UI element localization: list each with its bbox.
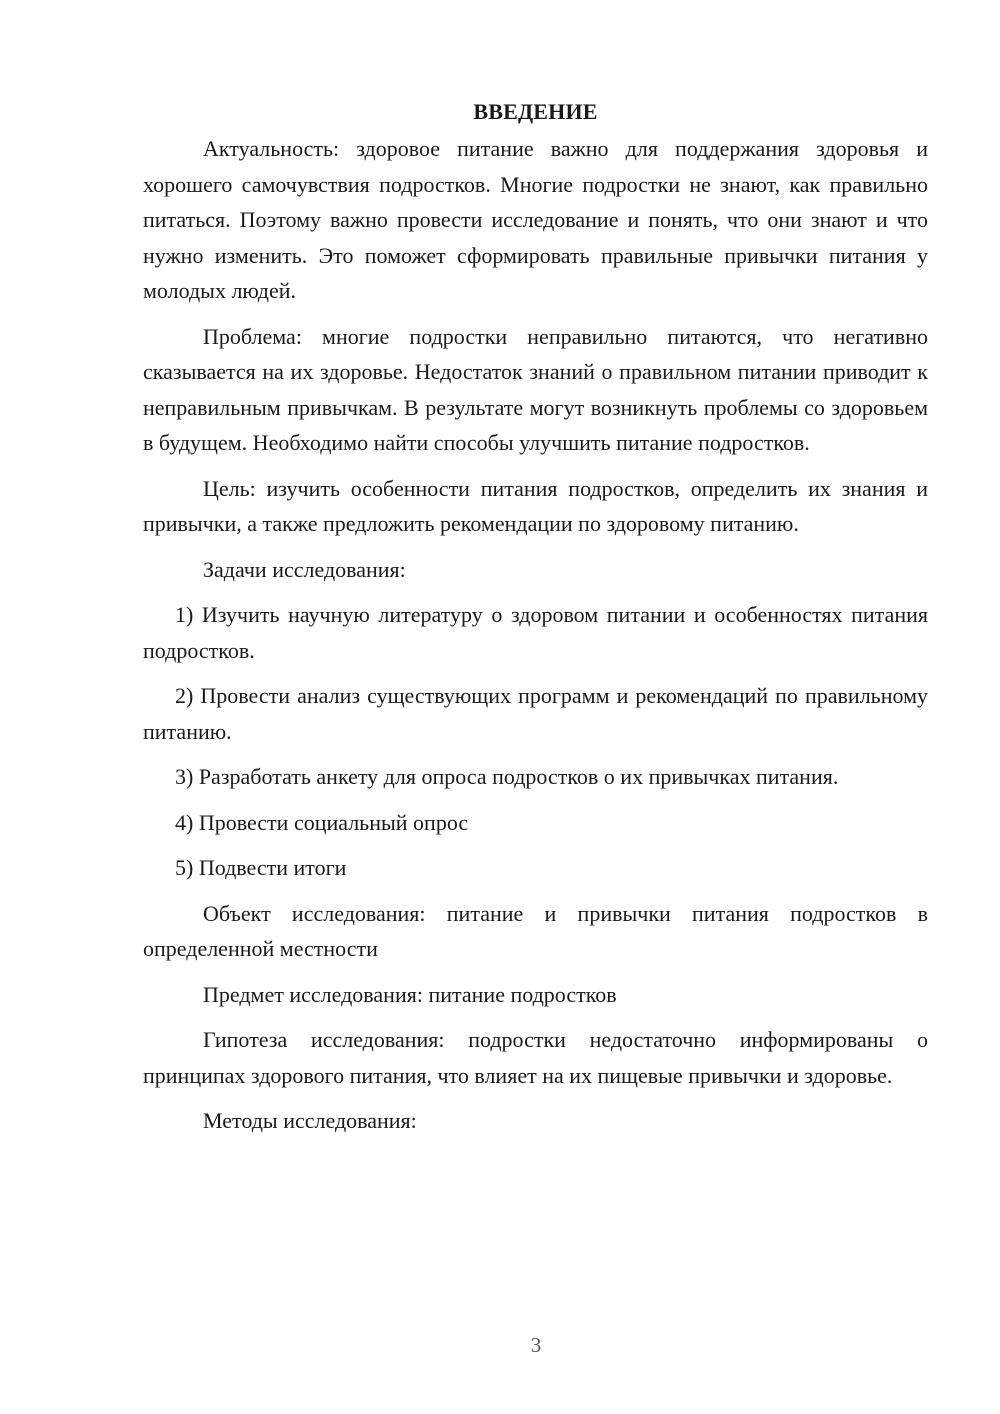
- tasks-heading: Задачи исследования:: [203, 556, 406, 582]
- object-paragraph: Объект исследования: питание и привычки питания подростков в определенной местности: [143, 900, 928, 961]
- task-item-3: 3) Разработать анкету для опроса подростков о их привычках питания.: [175, 764, 839, 789]
- problem-paragraph: Проблема: многие подростки неправильно питаются, что негативно сказывается на их здоровье. Недостаток знаний о правильном питании приводит к неправильным привычкам. В результате могут возникнуть проблемы со здоровьем в будущем. Необходимо найти способы улучшить питание подростков.: [143, 323, 928, 455]
- relevance-paragraph: Актуальность: здоровое питание важно для поддержания здоровья и хорошего самочувствия подростков. Многие подростки не знают, как правильно питаться. Поэтому важно провести исследование и понять, что они знают и что нужно изменить. Это поможет сформировать правильные привычки питания у молодых людей.: [143, 136, 928, 303]
- task-item-4: 4) Провести социальный опрос: [175, 809, 469, 835]
- methods-heading: Методы исследования:: [203, 1108, 417, 1133]
- page-content: [143, 94, 928, 1149]
- goal-paragraph: Цель: изучить особенности питания подростков, определить их знания и привычки, а также предложить рекомендации по здоровому питанию.: [143, 475, 928, 536]
- page-number: 3: [530, 1333, 542, 1357]
- hypothesis-paragraph: Гипотеза исследования: подростки недостаточно информированы о принципах здорового питания, что влияет на их пищевые привычки и здоровье.: [143, 1027, 928, 1088]
- subject-paragraph: Предмет исследования: питание подростков: [203, 981, 617, 1007]
- task-item-2: 2) Провести анализ существующих программ и рекомендаций по правильному питанию.: [143, 683, 928, 744]
- task-item-5: 5) Подвести итоги: [175, 855, 347, 880]
- task-item-1: 1) Изучить научную литературу о здоровом питании и особенностях питания подростков.: [143, 602, 928, 663]
- page-heading: ВВЕДЕНИЕ: [473, 99, 598, 124]
